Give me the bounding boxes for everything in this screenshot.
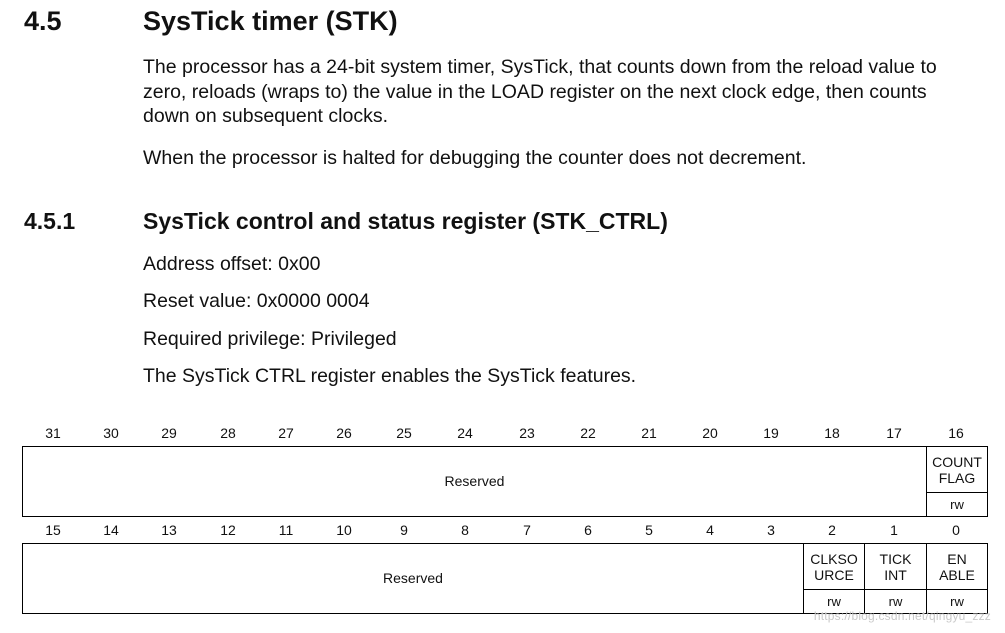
bit-number: 14 [103, 522, 119, 538]
bit-number-row [22, 425, 987, 443]
bit-number: 1 [890, 522, 898, 538]
bit-number: 31 [45, 425, 61, 441]
bit-number: 0 [952, 522, 960, 538]
bit-number: 5 [645, 522, 653, 538]
watermark: https://blog.csdn.net/qingyu_zzz [813, 609, 991, 623]
reset-value: Reset value: 0x0000 0004 [143, 290, 370, 312]
clksource-field [803, 543, 865, 614]
field-name [865, 544, 926, 590]
field-name-line: ABLE [939, 566, 975, 583]
reserved-field: Reserved [444, 473, 505, 489]
section-paragraph-1 [143, 55, 993, 129]
paragraph-line: The processor has a 24-bit system timer, SysTick, that counts down from the reload value to [143, 56, 937, 78]
field-name-line: FLAG [938, 469, 976, 486]
register-description: The SysTick CTRL register enables the SysTick features. [143, 365, 637, 387]
bit-number: 17 [886, 425, 902, 441]
tickint-field [864, 543, 927, 614]
bit-number-row [22, 522, 987, 540]
field-name [927, 447, 987, 493]
field-access: rw [827, 594, 841, 609]
enable-field [926, 543, 988, 614]
bit-number: 27 [278, 425, 294, 441]
bit-number: 29 [161, 425, 177, 441]
bit-number: 8 [461, 522, 469, 538]
bit-number: 15 [45, 522, 61, 538]
field-name-line: TICK [879, 550, 912, 567]
bit-number: 30 [103, 425, 119, 441]
bit-number: 4 [706, 522, 714, 538]
required-privilege: Required privilege: Privileged [143, 328, 397, 350]
bit-number: 2 [828, 522, 836, 538]
register-row [22, 446, 987, 517]
register-upper-half [22, 425, 987, 517]
paragraph-line: down on subsequent clocks. [143, 105, 388, 127]
bit-number: 28 [220, 425, 236, 441]
bit-number: 10 [336, 522, 352, 538]
countflag-field [926, 446, 988, 517]
section-number: 4.5 [24, 6, 62, 36]
field-name-line: EN [947, 550, 967, 567]
bit-number: 6 [584, 522, 592, 538]
bit-number: 12 [220, 522, 236, 538]
bit-number: 23 [519, 425, 535, 441]
field-name-line: URCE [814, 566, 854, 583]
section-paragraph-2: When the processor is halted for debugging the counter does not decrement. [143, 147, 807, 169]
bit-number: 19 [763, 425, 779, 441]
section-title: SysTick timer (STK) [143, 6, 398, 36]
bit-number: 26 [336, 425, 352, 441]
field-name-line: INT [884, 566, 907, 583]
register-lower-half [22, 522, 987, 614]
field-access: rw [888, 594, 903, 609]
paragraph-line: zero, reloads (wraps to) the value in the LOAD register on the next clock edge, then counts [143, 80, 927, 103]
subsection-title: SysTick control and status register (STK_CTRL) [143, 208, 668, 234]
bit-number: 7 [523, 522, 531, 538]
bit-number: 3 [767, 522, 775, 538]
bit-number: 13 [161, 522, 177, 538]
address-offset: Address offset: 0x00 [143, 253, 321, 275]
bit-number: 21 [641, 425, 657, 441]
bit-number: 9 [400, 522, 408, 538]
bit-number: 20 [702, 425, 718, 441]
bit-number: 11 [278, 522, 294, 538]
bit-number: 16 [948, 425, 964, 441]
bit-number: 18 [824, 425, 840, 441]
field-name [927, 544, 987, 590]
reserved-field: Reserved [383, 570, 443, 586]
bit-number: 24 [457, 425, 473, 441]
register-row [22, 543, 987, 614]
subsection-number: 4.5.1 [24, 208, 76, 234]
field-access: rw [950, 497, 964, 512]
field-name [804, 544, 864, 590]
field-access: rw [950, 594, 964, 609]
bit-number: 22 [580, 425, 596, 441]
field-name-line: COUNT [932, 453, 982, 470]
bit-number: 25 [396, 425, 412, 441]
field-name-line: CLKSO [810, 550, 858, 567]
